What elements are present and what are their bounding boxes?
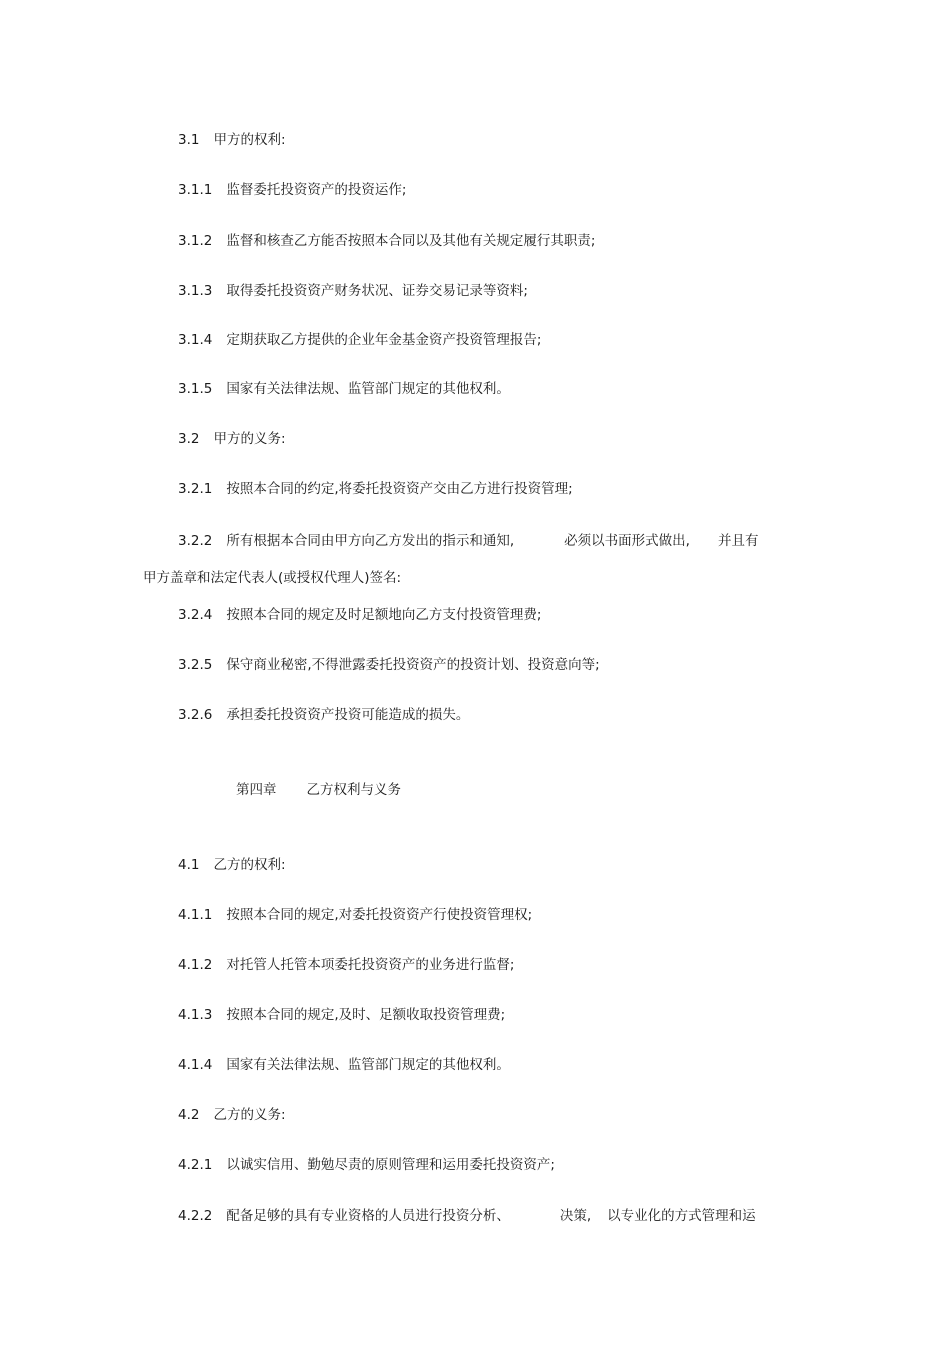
clause-4-1-1: 4.1.1 按照本合同的规定,对委托投资资产行使投资管理权; [178, 907, 533, 923]
clause-3-1: 3.1 甲方的权利: [178, 132, 286, 148]
chapter-4-heading: 第四章 乙方权利与义务 [236, 782, 401, 798]
clause-3-1-5: 3.1.5 国家有关法律法规、监管部门规定的其他权利。 [178, 381, 510, 397]
clause-4-1-3: 4.1.3 按照本合同的规定,及时、足额收取投资管理费; [178, 1007, 506, 1023]
clause-4-1: 4.1 乙方的权利: [178, 857, 286, 873]
clause-3-2-6: 3.2.6 承担委托投资资产投资可能造成的损失。 [178, 707, 470, 723]
clause-3-1-3: 3.1.3 取得委托投资资产财务状况、证券交易记录等资料; [178, 283, 528, 299]
clause-3-2-2-continuation: 甲方盖章和法定代表人(或授权代理人)签名: [143, 570, 402, 586]
clause-3-1-2: 3.1.2 监督和核查乙方能否按照本合同以及其他有关规定履行其职责; [178, 233, 596, 249]
clause-4-2: 4.2 乙方的义务: [178, 1107, 286, 1123]
clause-3-2-1: 3.2.1 按照本合同的约定,将委托投资资产交由乙方进行投资管理; [178, 481, 573, 497]
clause-3-2: 3.2 甲方的义务: [178, 431, 286, 447]
clause-3-2-2: 3.2.2 所有根据本合同由甲方向乙方发出的指示和通知, 必须以书面形式做出, 并且有 [178, 533, 759, 549]
clause-3-2-4: 3.2.4 按照本合同的规定及时足额地向乙方支付投资管理费; [178, 607, 542, 623]
clause-4-2-1: 4.2.1 以诚实信用、勤勉尽责的原则管理和运用委托投资资产; [178, 1157, 555, 1173]
clause-3-1-4: 3.1.4 定期获取乙方提供的企业年金基金资产投资管理报告; [178, 332, 542, 348]
clause-3-2-5: 3.2.5 保守商业秘密,不得泄露委托投资资产的投资计划、投资意向等; [178, 657, 600, 673]
clause-4-2-2: 4.2.2 配备足够的具有专业资格的人员进行投资分析、 决策, 以专业化的方式管理和运 [178, 1208, 756, 1224]
clause-3-1-1: 3.1.1 监督委托投资资产的投资运作; [178, 182, 407, 198]
clause-4-1-4: 4.1.4 国家有关法律法规、监管部门规定的其他权利。 [178, 1057, 510, 1073]
clause-4-1-2: 4.1.2 对托管人托管本项委托投资资产的业务进行监督; [178, 957, 515, 973]
